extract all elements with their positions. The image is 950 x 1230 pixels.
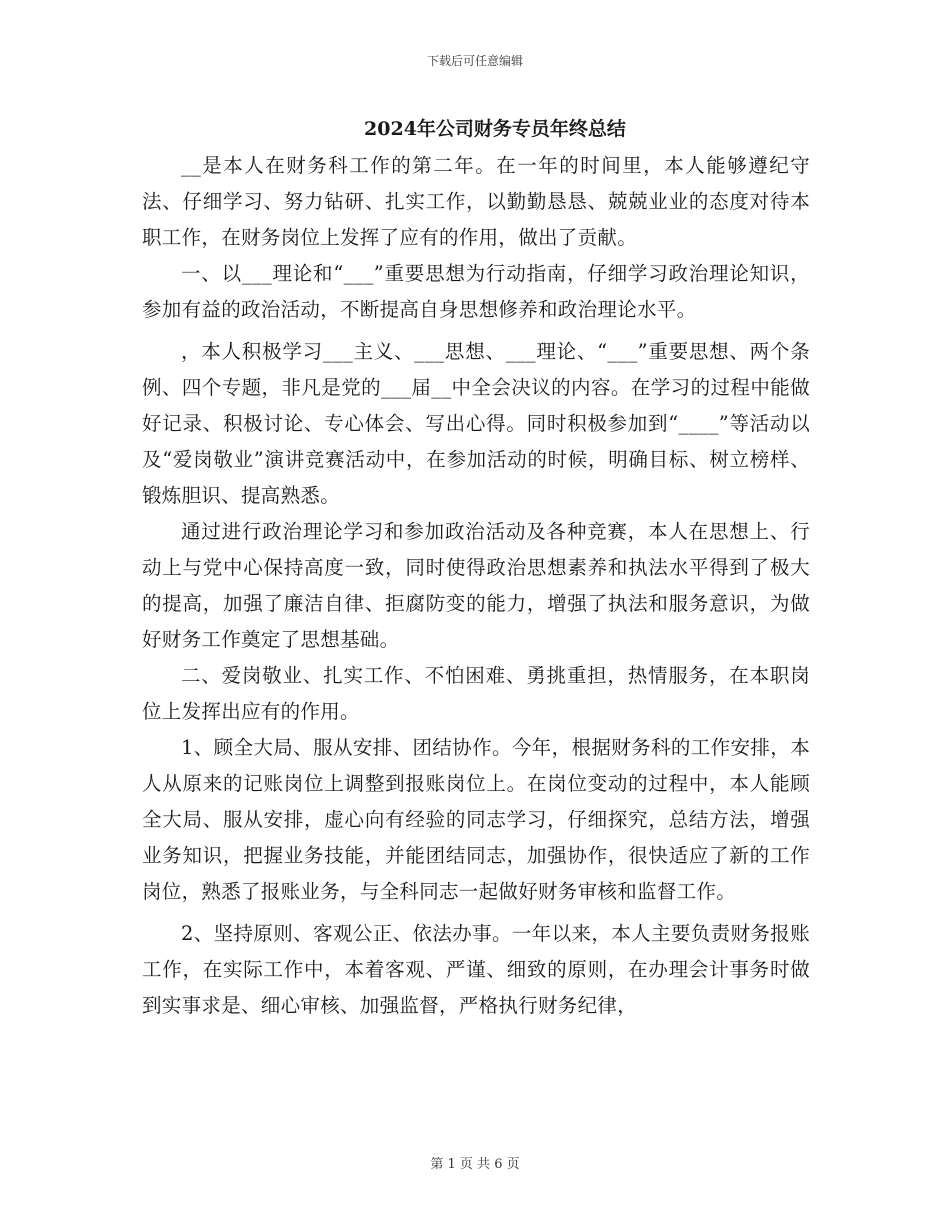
paragraph-section-1: 一、以___理论和“___”重要思想为行动指南，仔细学习政治理论知识，参加有益的政治活动，不断提高自身思想修养和政治理论水平。 [142, 262, 810, 321]
document-body [142, 148, 810, 1024]
page-number: 第 1 页 共 6 页 [430, 1157, 520, 1172]
paragraph-item-1: 1、顾全大局、服从安排、团结协作。今年，根据财务科的工作安排，本人从原来的记账岗位上调整到报账岗位上。在岗位变动的过程中，本人能顾全大局、服从安排，虚心向有经验的同志学习，仔细探究，总结方法，增强业务知识，把握业务技能，并能团结同志，加强协作，很快适应了新的工作岗位，熟悉了报账业务，与全科同志一起做好财务审核和监督工作。 [142, 736, 810, 903]
paragraph-study: ，本人积极学习___主义、___思想、___理论、“___”重要思想、两个条例、四个专题，非凡是党的___届__中全会决议的内容。在学习的过程中能做好记录、积极讨论、专心体会、写出心得。同时积极参加到“____”等活动以及“爱岗敬业”演讲竞赛活动中，在参加活动的时候，明确目标、树立榜样、锻炼胆识、提高熟悉。 [142, 340, 810, 507]
paragraph-item-2: 2、坚持原则、客观公正、依法办事。一年以来，本人主要负责财务报账工作，在实际工作中，本着客观、严谨、细致的原则，在办理会计事务时做到实事求是、细心审核、加强监督，严格执行财务纪律， [142, 922, 810, 1017]
paragraph-section-2: 二、爱岗敬业、扎实工作、不怕困难、勇挑重担，热情服务，在本职岗位上发挥出应有的作用。 [142, 664, 810, 723]
paragraph-result: 通过进行政治理论学习和参加政治活动及各种竞赛，本人在思想上、行动上与党中心保持高度一致，同时使得政治思想素养和执法水平得到了极大的提高，加强了廉洁自律、拒腐防变的能力，增强了执法和服务意识，为做好财务工作奠定了思想基础。 [142, 520, 810, 651]
header-note: 下载后可任意编辑 [426, 54, 523, 68]
document-title: 2024年公司财务专员年终总结 [364, 118, 626, 140]
paragraph-intro: __是本人在财务科工作的第二年。在一年的时间里，本人能够遵纪守法、仔细学习、努力钻研、扎实工作，以勤勤恳恳、兢兢业业的态度对待本职工作，在财务岗位上发挥了应有的作用，做出了贡献。 [142, 154, 810, 249]
